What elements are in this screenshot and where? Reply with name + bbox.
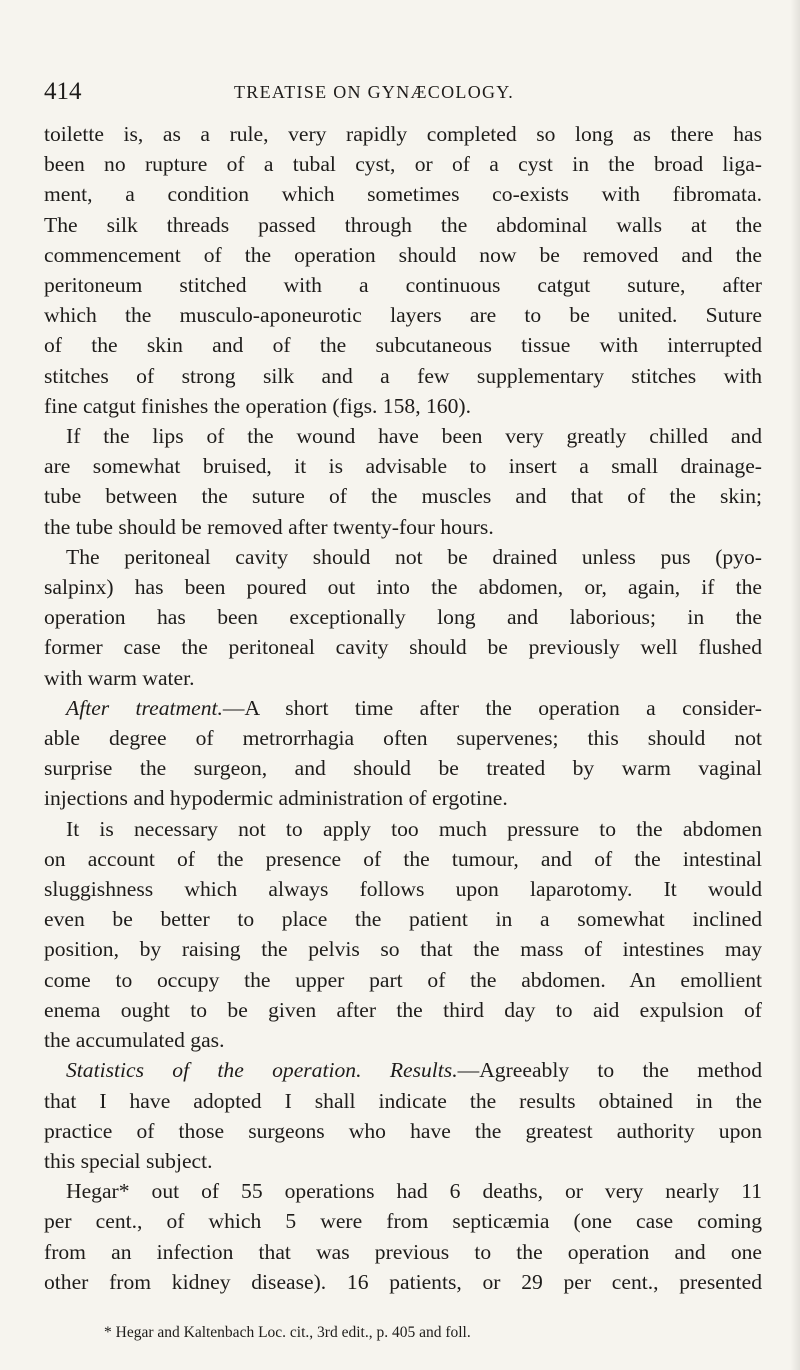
text-line: position, by raising the pelvis so that the mass of intestines may (44, 937, 762, 962)
text-line: been no rupture of a tubal cyst, or of a cyst in the broad liga- (44, 152, 762, 177)
text-line: The silk threads passed through the abdominal walls at the (44, 212, 762, 237)
text-line: salpinx) has been poured out into the abdomen, or, again, if the (44, 575, 762, 600)
text-line: The peritoneal cavity should not be drained unless pus (pyo- (66, 544, 762, 569)
text-line: It is necessary not to apply too much pressure to the abdomen (66, 816, 762, 841)
section-heading-statistics: Statistics of the operation. (66, 1058, 362, 1083)
text-line: sluggishness which always follows upon laparotomy. It would (44, 877, 762, 902)
text-line: fine catgut finishes the operation (figs. 158, 160). (44, 393, 471, 418)
text-line: the accumulated gas. (44, 1028, 225, 1053)
text-line: this special subject. (44, 1148, 213, 1173)
text-line: come to occupy the upper part of the abdomen. An emollient (44, 967, 762, 992)
text-fragment: —Agreeably to the method (457, 1058, 763, 1083)
text-line: of the skin and of the subcutaneous tissue with interrupted (44, 333, 762, 358)
text-line: If the lips of the wound have been very greatly chilled and (66, 424, 762, 449)
running-title: TREATISE ON GYNÆCOLOGY. (234, 82, 515, 102)
section-heading-results: Results. (389, 1058, 458, 1083)
text-line: which the musculo-aponeurotic layers are to be united. Suture (44, 303, 762, 328)
text-line: injections and hypodermic administration of ergotine. (44, 786, 508, 811)
text-line: are somewhat bruised, it is advisable to insert a small drainage- (44, 454, 762, 479)
text-line: from an infection that was previous to the operation and one (44, 1239, 762, 1264)
text-line: ment, a condition which sometimes co-exists with fibromata. (44, 182, 762, 207)
text-line: with warm water. (44, 665, 195, 690)
text-line: toilette is, as a rule, very rapidly completed so long as there has (44, 122, 762, 146)
page-number: 414 (44, 78, 82, 105)
text-line (44, 1055, 762, 1085)
text-line: even be better to place the patient in a somewhat inclined (44, 907, 762, 932)
text-line (44, 693, 762, 723)
text-line: enema ought to be given after the third day to aid expulsion of (44, 997, 762, 1022)
body-text (44, 119, 762, 1297)
text-line: tube between the suture of the muscles and that of the skin; (44, 484, 762, 509)
text-line: former case the peritoneal cavity should be previously well flushed (44, 635, 762, 660)
text-line: other from kidney disease). 16 patients, or 29 per cent., presented (44, 1269, 762, 1294)
section-heading-after-treatment: After treatment. (66, 695, 223, 720)
text-line: operation has been exceptionally long and laborious; in the (44, 605, 762, 630)
text-line: Hegar* out of 55 operations had 6 deaths, or very nearly 11 (66, 1179, 762, 1204)
page-header (44, 78, 744, 108)
text-line: able degree of metrorrhagia often supervenes; this should not (44, 726, 762, 751)
text-line: practice of those surgeons who have the greatest authority upon (44, 1118, 762, 1143)
footnote: * Hegar and Kaltenbach Loc. cit., 3rd edit., p. 405 and foll. (104, 1324, 471, 1341)
text-line: on account of the presence of the tumour, and of the intestinal (44, 846, 762, 871)
text-line: stitches of strong silk and a few supplementary stitches with (44, 363, 762, 388)
text-fragment: —A short time after the operation a consider- (222, 695, 762, 720)
text-line: commencement of the operation should now be removed and the (44, 242, 762, 267)
text-line: peritoneum stitched with a continuous catgut suture, after (44, 273, 762, 298)
text-line: that I have adopted I shall indicate the results obtained in the (44, 1088, 762, 1113)
page-edge-shadow (790, 0, 800, 1370)
text-line: the tube should be removed after twenty-four hours. (44, 514, 494, 539)
text-line: per cent., of which 5 were from septicæmia (one case coming (44, 1209, 762, 1234)
text-line: surprise the surgeon, and should be treated by warm vaginal (44, 756, 762, 781)
